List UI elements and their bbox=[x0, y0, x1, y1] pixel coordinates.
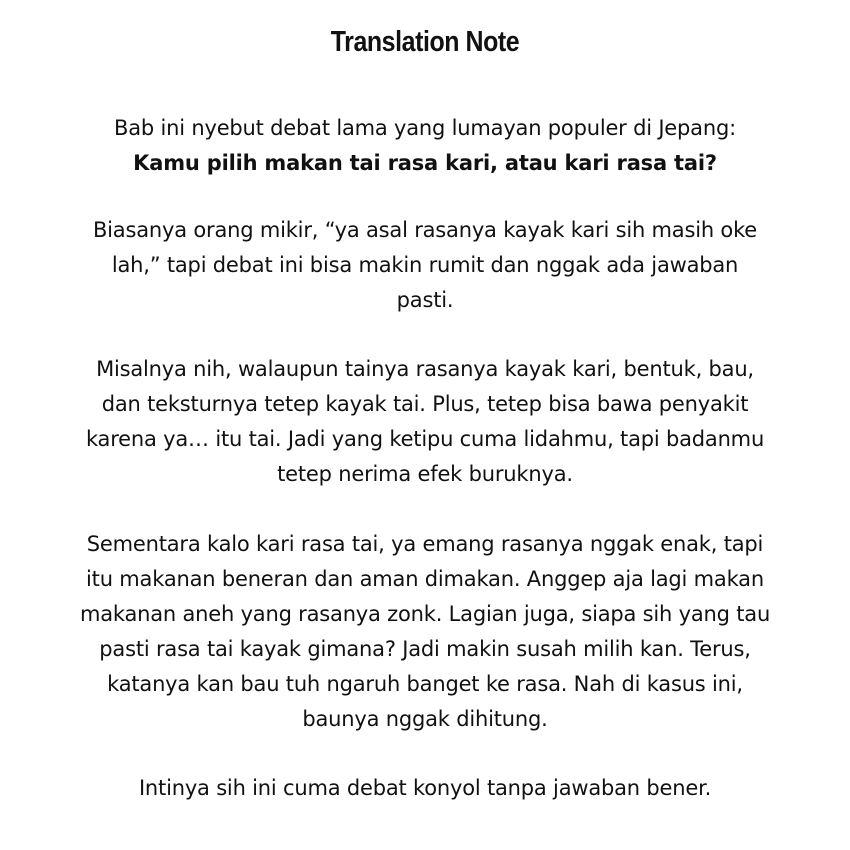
page-title: Translation Note bbox=[330, 26, 520, 58]
intro-paragraph bbox=[40, 111, 810, 181]
text-line: itu makanan beneran dan aman dimakan. Anggep aja lagi makan bbox=[86, 567, 764, 591]
text-line: Intinya sih ini cuma debat konyol tanpa jawaban bener. bbox=[138, 776, 712, 800]
text-line: Bab ini nyebut debat lama yang lumayan populer di Jepang: bbox=[114, 116, 736, 140]
text-line: pasti. bbox=[396, 288, 454, 312]
text-line: katanya kan bau tuh ngaruh banget ke rasa. Nah di kasus ini, bbox=[107, 672, 743, 696]
text-line: karena ya… itu tai. Jadi yang ketipu cuma lidahmu, tapi badanmu bbox=[85, 427, 765, 451]
text-line: Misalnya nih, walaupun tainya rasanya kayak kari, bentuk, bau, bbox=[96, 357, 754, 381]
text-line: tetep nerima efek buruknya. bbox=[277, 462, 573, 486]
debate-question: Kamu pilih makan tai rasa kari, atau kari rasa tai? bbox=[133, 151, 717, 175]
paragraph-curry-tasting-poop bbox=[40, 352, 810, 492]
paragraph-poop-tasting-curry bbox=[40, 527, 810, 737]
paragraph-common-view bbox=[40, 213, 810, 318]
text-line: dan teksturnya tetep kayak tai. Plus, tetep bisa bawa penyakit bbox=[101, 392, 749, 416]
conclusion-paragraph bbox=[40, 771, 810, 806]
text-line: makanan aneh yang rasanya zonk. Lagian juga, siapa sih yang tau bbox=[79, 602, 771, 626]
text-line: baunya nggak dihitung. bbox=[302, 707, 548, 731]
text-line: lah,” tapi debat ini bisa makin rumit dan nggak ada jawaban bbox=[111, 253, 739, 277]
text-line: pasti rasa tai kayak gimana? Jadi makin susah milih kan. Terus, bbox=[99, 637, 751, 661]
text-line: Biasanya orang mikir, “ya asal rasanya kayak kari sih masih oke bbox=[92, 218, 758, 242]
text-line: Sementara kalo kari rasa tai, ya emang rasanya nggak enak, tapi bbox=[86, 532, 764, 556]
